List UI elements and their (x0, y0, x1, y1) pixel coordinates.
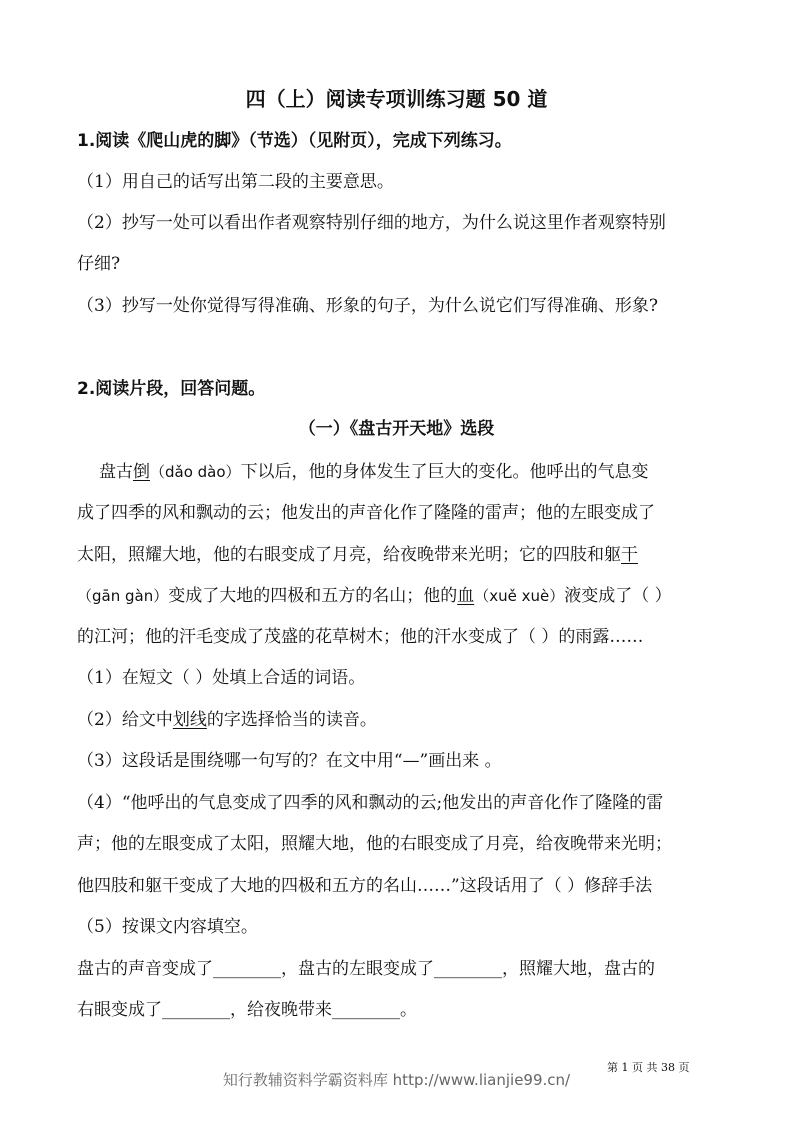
passage-line-5: 的江河；他的汗毛变成了茂盛的花草树木；他的汗水变成了（ ）的雨露…… (77, 627, 644, 647)
underlined-word: 划线 (172, 710, 207, 730)
pinyin-options: （xuě xuè） (474, 587, 565, 605)
question-2-item-2 (77, 708, 717, 732)
fill-in-line-1: 盘古的声音变成了________，盘古的左眼变成了________，照耀大地，盘古的 (77, 959, 655, 979)
page-title: 四（上）阅读专项训练习题 50 道 (245, 87, 548, 111)
question-2-heading: 2.阅读片段，回答问题。 (77, 379, 266, 399)
passage-text: 液变成了（ ） (564, 586, 672, 606)
pinyin-options: （gān gàn） (77, 587, 169, 605)
page-number: 第 1 页 共 38 页 (607, 1061, 690, 1074)
item-text: 的字选择恰当的读音。 (206, 710, 377, 730)
passage-text: 太阳，照耀大地，他的右眼变成了月亮，给夜晚带来光明；它的四肢和躯 (77, 545, 621, 565)
fill-in-line-2: 右眼变成了________，给夜晚带来________。 (77, 1000, 417, 1020)
passage-text: 变成了大地的四极和五方的名山；他的 (168, 586, 458, 606)
passage-line-1 (99, 460, 739, 484)
passage-text: 盘古 (99, 462, 133, 482)
question-2-item-4-cont-1: 声；他的左眼变成了太阳，照耀大地，他的右眼变成了月亮，给夜晚带来光明； (77, 834, 672, 854)
pinyin-options: （dǎo dào） (150, 463, 241, 481)
question-2-item-1: （1）在短文（ ）处填上合适的词语。 (77, 668, 366, 688)
question-1-item-2-cont: 仔细? (77, 254, 121, 274)
question-2-item-5: （5）按课文内容填空。 (77, 917, 258, 937)
question-2-item-4: （4）“他呼出的气息变成了四季的风和飘动的云;他发出的声音化作了隆隆的雷 (77, 793, 664, 813)
passage-line-3 (77, 543, 717, 567)
passage-line-4 (77, 584, 717, 608)
question-1-item-3: （3）抄写一处你觉得写得准确、形象的句子，为什么说它们写得准确、形象? (77, 296, 658, 316)
passage-line-2: 成了四季的风和飘动的云；他发出的声音化作了隆隆的雷声；他的左眼变成了 (77, 503, 655, 523)
question-1-heading: 1.阅读《爬山虎的脚》（节选）（见附页），完成下列练习。 (77, 131, 512, 151)
underlined-char: 倒 (133, 462, 150, 482)
question-2-item-4-cont-2: 他四肢和躯干变成了大地的四极和五方的名山……”这段话用了（ ）修辞手法 (77, 876, 653, 896)
passage-text: 下以后，他的身体发生了巨大的变化。他呼出的气息变 (240, 462, 649, 482)
footer-watermark: 知行教辅资料学霸资料库 http://www.lianjie99.cn/ (222, 1071, 571, 1089)
question-1-item-1: （1）用自己的话写出第二段的主要意思。 (77, 172, 394, 192)
passage-subtitle: （一）《盘古开天地》选段 (298, 419, 495, 439)
question-1-item-2: （2）抄写一处可以看出作者观察特别仔细的地方，为什么说这里作者观察特别 (77, 213, 666, 233)
underlined-char: 血 (457, 586, 475, 606)
item-text: （2）给文中 (77, 710, 173, 730)
underlined-char: 干 (621, 545, 638, 565)
question-2-item-3: （3）这段话是围绕哪一句写的？在文中用“—”画出来 。 (77, 751, 502, 771)
